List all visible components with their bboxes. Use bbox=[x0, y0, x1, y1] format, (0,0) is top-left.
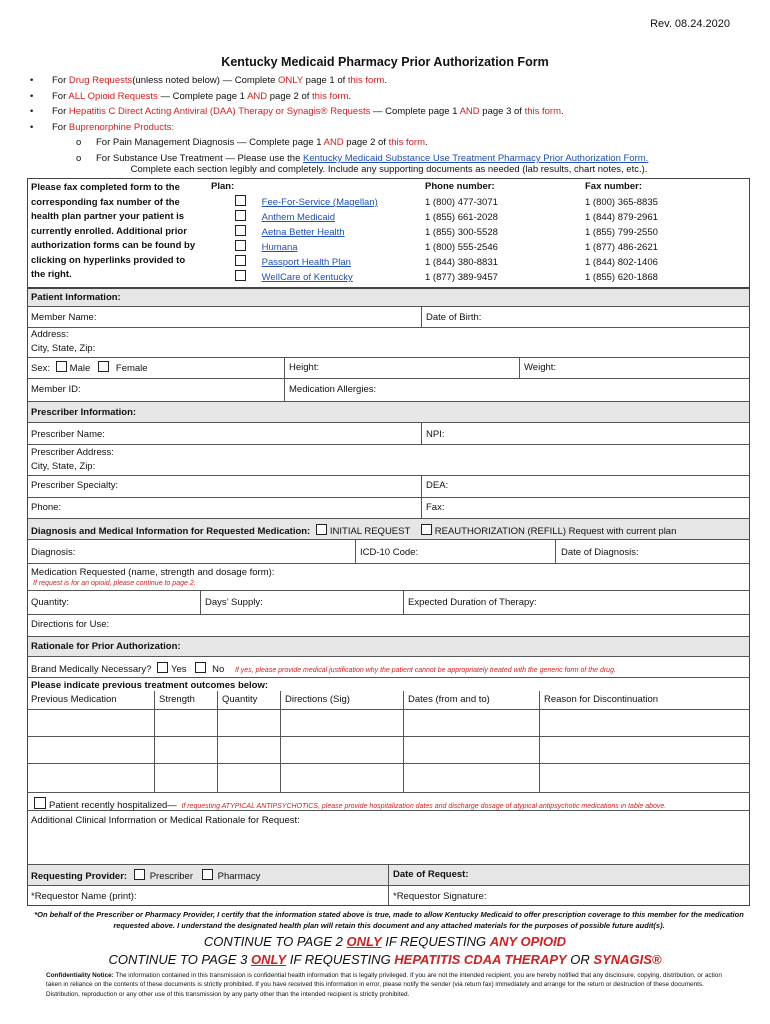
prescriber-section-header: Prescriber Information: bbox=[31, 407, 137, 418]
plan-fax: 1 (800) 365-8835 bbox=[585, 197, 658, 208]
continue-page3-note: CONTINUE TO PAGE 3 ONLY IF REQUESTING HEPATITIS CDAA THERAPY OR SYNAGIS® bbox=[108, 952, 662, 967]
requesting-provider-row: Requesting Provider: Prescriber Pharmacy bbox=[31, 871, 261, 882]
member-id-field[interactable]: Member ID: bbox=[31, 384, 81, 395]
sex-field: Sex: Male Female bbox=[31, 363, 148, 374]
plan-row bbox=[232, 210, 335, 225]
requestor-name-field[interactable]: *Requestor Name (print): bbox=[31, 891, 137, 902]
hospitalized-row: Patient recently hospitalized— If requesting ATYPICAL ANTIPSYCHOTICS, please provide hospitalization dates and discharge dosage of atypical antipsychotic medications in table above. bbox=[31, 797, 666, 811]
plan-row bbox=[232, 270, 353, 285]
npi-field[interactable]: NPI: bbox=[426, 429, 445, 440]
rationale-section-header: Rationale for Prior Authorization: bbox=[31, 641, 181, 652]
plan-checkbox[interactable] bbox=[235, 255, 246, 266]
plan-checkbox[interactable] bbox=[235, 270, 246, 281]
plan-row bbox=[232, 225, 345, 240]
prescriber-phone-field[interactable]: Phone: bbox=[31, 502, 62, 513]
col-reason: Reason for Discontinuation bbox=[544, 694, 659, 705]
plan-row bbox=[232, 195, 378, 210]
pharmacy-checkbox[interactable] bbox=[202, 869, 213, 880]
general-instructions: Complete each section legibly and completely. Include any supporting documents as needed (lab results, chart notes, etc.). bbox=[130, 164, 648, 175]
plan-checkbox[interactable] bbox=[235, 210, 246, 221]
diagnosis-field[interactable]: Diagnosis: bbox=[31, 547, 76, 558]
substance-use-form-link[interactable]: Kentucky Medicaid Substance Use Treatment Pharmacy Prior Authorization Form. bbox=[303, 152, 649, 164]
col-dates: Dates (from and to) bbox=[408, 694, 490, 705]
prescriber-specialty-field[interactable]: Prescriber Specialty: bbox=[31, 480, 119, 491]
date-of-request-field[interactable]: Date of Request: bbox=[393, 869, 469, 880]
reauthorization-checkbox[interactable] bbox=[421, 524, 432, 535]
plan-phone: 1 (877) 389-9457 bbox=[425, 272, 498, 283]
brand-yes-checkbox[interactable] bbox=[157, 662, 168, 673]
prescriber-address-field[interactable]: Prescriber Address: bbox=[31, 447, 114, 458]
plan-link[interactable]: WellCare of Kentucky bbox=[261, 272, 353, 283]
main-form bbox=[27, 288, 750, 906]
this-form-link[interactable]: this form bbox=[347, 75, 385, 86]
plan-link[interactable]: Passport Health Plan bbox=[261, 257, 351, 268]
plan-checkbox[interactable] bbox=[235, 195, 246, 206]
plan-fax: 1 (844) 802-1406 bbox=[585, 257, 658, 268]
instructions-list bbox=[30, 73, 750, 167]
phone-header: Phone number: bbox=[425, 181, 495, 192]
certification-statement: *On behalf of the Prescriber or Pharmacy Provider, I certify that the information stated above is true, made to allow Kentucky Medicaid to offer prescription coverage to this member for the medication requested above. I understand the designated health plan will retain this document and any attached materials for the purposes of possible future audit(s). bbox=[34, 910, 744, 930]
form-title: Kentucky Medicaid Pharmacy Prior Authorization Form bbox=[221, 55, 549, 69]
date-of-diagnosis-field[interactable]: Date of Diagnosis: bbox=[561, 547, 639, 558]
plan-link[interactable]: Humana bbox=[261, 242, 298, 253]
brand-no-checkbox[interactable] bbox=[195, 662, 206, 673]
male-checkbox[interactable] bbox=[56, 361, 67, 372]
plan-checkbox[interactable] bbox=[235, 225, 246, 236]
bullet-opioid-requests: • For ALL Opioid Requests — Complete page 1 AND page 2 of this form. bbox=[30, 90, 352, 102]
col-quantity: Quantity bbox=[222, 694, 258, 705]
plan-fax: 1 (855) 620-1868 bbox=[585, 272, 658, 283]
plan-fax: 1 (844) 879-2961 bbox=[585, 212, 658, 223]
brand-necessary-row: Brand Medically Necessary? Yes No If yes, please provide medical justification why the patient cannot be appropriately treated with the generic form of the drug. bbox=[31, 664, 616, 675]
continue-page2-note: CONTINUE TO PAGE 2 ONLY IF REQUESTING ANY OPIOID bbox=[203, 934, 567, 949]
col-strength: Strength bbox=[159, 694, 195, 705]
plan-phone: 1 (855) 661-2028 bbox=[425, 212, 498, 223]
previous-treatment-header: Please indicate previous treatment outcomes below: bbox=[31, 680, 269, 691]
prescriber-city-field[interactable]: City, State, Zip: bbox=[31, 461, 96, 472]
additional-info-field[interactable]: Additional Clinical Information or Medical Rationale for Request: bbox=[31, 815, 300, 826]
bullet-buprenorphine: • For Buprenorphine Products: bbox=[30, 121, 174, 133]
plan-row bbox=[232, 255, 351, 270]
col-directions: Directions (Sig) bbox=[285, 694, 350, 705]
patient-section-header: Patient Information: bbox=[31, 292, 121, 303]
address-field[interactable]: Address: bbox=[31, 329, 69, 340]
this-form-link[interactable]: this form bbox=[524, 106, 561, 118]
female-checkbox[interactable] bbox=[98, 361, 109, 372]
medication-requested-field[interactable]: Medication Requested (name, strength and dosage form): bbox=[31, 567, 275, 578]
dob-field[interactable]: Date of Birth: bbox=[426, 312, 482, 323]
prescriber-fax-field[interactable]: Fax: bbox=[426, 502, 445, 513]
member-name-field[interactable]: Member Name: bbox=[31, 312, 97, 323]
plan-phone: 1 (800) 477-3071 bbox=[425, 197, 498, 208]
fax-header: Fax number: bbox=[585, 181, 643, 192]
bullet-drug-requests: • For Drug Requests(unless noted below) — Complete ONLY page 1 of this form. bbox=[30, 75, 387, 86]
requestor-signature-field[interactable]: *Requestor Signature: bbox=[393, 891, 487, 902]
plan-phone: 1 (855) 300-5528 bbox=[425, 227, 498, 238]
plan-fax: 1 (877) 486-2621 bbox=[585, 242, 658, 253]
allergies-field[interactable]: Medication Allergies: bbox=[289, 384, 377, 395]
confidentiality-notice: Confidentiality Notice: The information contained in this transmission is confidential health information that is legally privileged. If you are not the intended recipient, you are hereby notified that any disclosure, copying, distribution, or action taken in reliance on the contents of these documents is strictly prohibited. If you have received this information in error, please notify the sender (via return fax) immediately and arrange for the return or destruction of these documents. Distribution, reproduction or any other use of this transmission by any party other than the intended recipient is strictly prohibited. bbox=[46, 972, 722, 998]
opioid-note: If request is for an opioid, please continue to page 2. bbox=[33, 580, 196, 587]
plan-checkbox[interactable] bbox=[235, 240, 246, 251]
prescriber-checkbox[interactable] bbox=[134, 869, 145, 880]
city-state-zip-field[interactable]: City, State, Zip: bbox=[31, 343, 96, 354]
subbullet-pain-management: o For Pain Management Diagnosis — Complete page 1 AND page 2 of this form. bbox=[76, 137, 428, 149]
fax-instructions: Please fax completed form to the corresponding fax number of the health plan partner your patient is currently enrolled. Additional prior authorization forms can be found by clicking on hyperlinks provided to the right. bbox=[31, 182, 196, 280]
hospitalized-checkbox[interactable] bbox=[34, 797, 46, 809]
plan-row bbox=[232, 240, 298, 255]
directions-field[interactable]: Directions for Use: bbox=[31, 619, 110, 630]
duration-field[interactable]: Expected Duration of Therapy: bbox=[408, 597, 537, 608]
plan-phone: 1 (800) 555-2546 bbox=[425, 242, 498, 253]
col-previous-medication: Previous Medication bbox=[31, 694, 117, 705]
quantity-field[interactable]: Quantity: bbox=[31, 597, 70, 608]
icd10-field[interactable]: ICD-10 Code: bbox=[360, 547, 419, 558]
days-supply-field[interactable]: Days’ Supply: bbox=[205, 597, 263, 608]
diagnosis-section-header: Diagnosis and Medical Information for Requested Medication: INITIAL REQUEST REAUTHORIZATION (REFILL) Request with current plan bbox=[31, 526, 677, 537]
this-form-link[interactable]: this form bbox=[388, 137, 426, 149]
plan-header: Plan: bbox=[211, 181, 235, 192]
revision-date: Rev. 08.24.2020 bbox=[650, 18, 730, 30]
dea-field[interactable]: DEA: bbox=[426, 480, 449, 491]
subbullet-substance-use: o For Substance Use Treatment — Please use the Kentucky Medicaid Substance Use Treatment Pharmacy Prior Authorization Form. bbox=[76, 152, 649, 164]
prescriber-name-field[interactable]: Prescriber Name: bbox=[31, 429, 105, 440]
initial-request-checkbox[interactable] bbox=[316, 524, 327, 535]
height-field[interactable]: Height: bbox=[289, 362, 320, 373]
bullet-hepatitis-requests: • For Hepatitis C Direct Acting Antiviral (DAA) Therapy or Synagis® Requests — Complete page 1 AND page 3 of this form. bbox=[30, 106, 564, 118]
plan-link[interactable]: Aetna Better Health bbox=[261, 227, 345, 238]
plan-link[interactable]: Anthem Medicaid bbox=[261, 212, 336, 223]
weight-field[interactable]: Weight: bbox=[524, 362, 557, 373]
plan-fax: 1 (855) 799-2550 bbox=[585, 227, 658, 238]
plan-phone: 1 (844) 380-8831 bbox=[425, 257, 498, 268]
this-form-link[interactable]: this form bbox=[312, 90, 349, 102]
plan-link[interactable]: Fee-For-Service (Magellan) bbox=[261, 197, 378, 208]
